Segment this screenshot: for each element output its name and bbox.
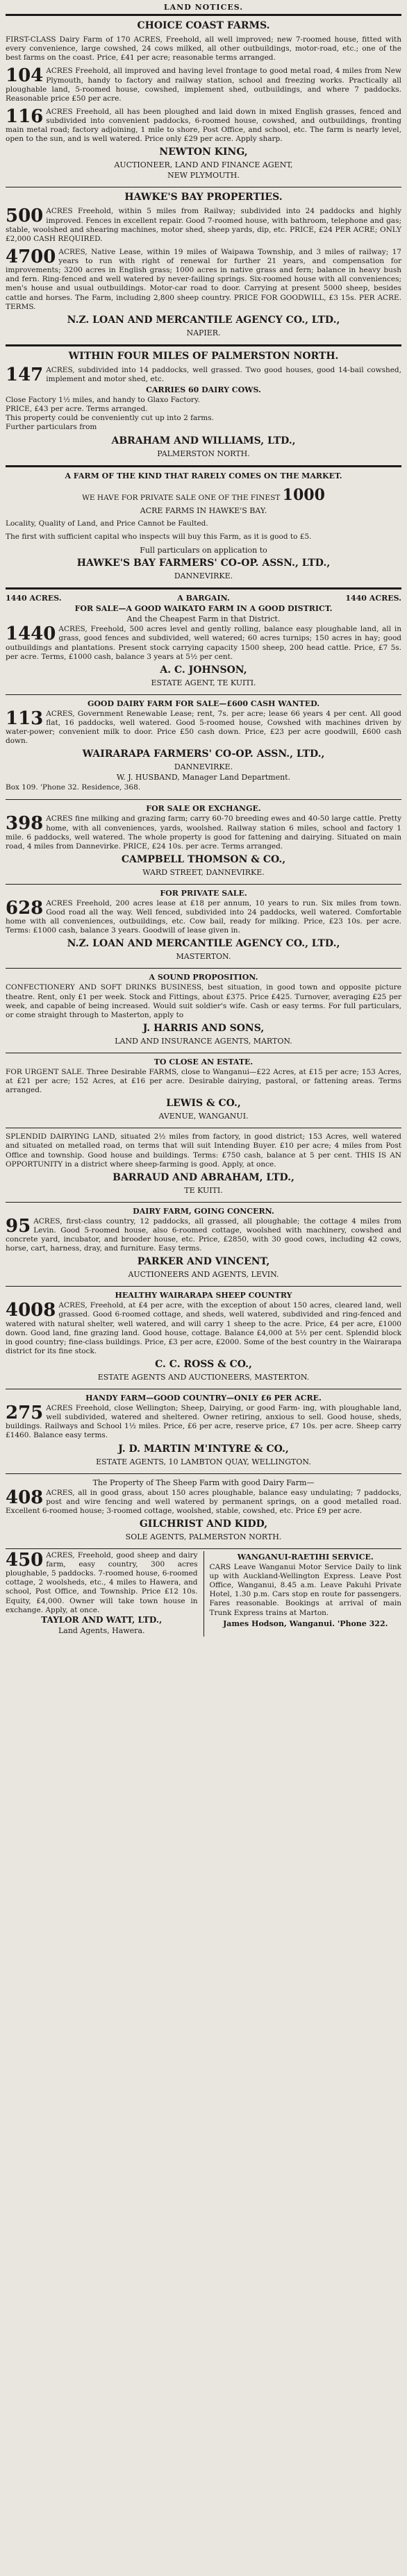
- private-sale-agent-line1: MASTERTON.: [176, 952, 231, 962]
- palmerston-price: PRICE, £43 per acre. Terms arranged.: [6, 405, 148, 414]
- handy-farm-agent-name: J. D. MARTIN M'INTYRE & CO.,: [118, 1443, 289, 1455]
- close-estate-title: TO CLOSE AN ESTATE.: [153, 1057, 254, 1067]
- hawkes-listing-1-num: 500: [6, 206, 44, 227]
- sound-section: [6, 973, 401, 1046]
- sound-agent-line1: LAND AND INSURANCE AGENTS, MARTON.: [115, 1036, 292, 1046]
- sheep-farm-text: ACRES, all in good grass, about 150 acres ploughable, balance easy undulating; 7 paddocks, post and wire fencing and well watered by permanent springs, on a good metalled road. Excellent 6-roomed house; 3-roomed cottage, woolshed, stable, cowshed, etc. Price £9 per acre.: [6, 1488, 401, 1515]
- handy-farm-text: ACRES Freehold, close Wellington; Sheep, Dairying, or good Farm- ing, with ploughable land, well subdivided, watered and sheltered. Owner retiring, anxious to sell. Good house, sheds, buildings. Railways and School 1½ miles. Price, £6 per acre, reserve price, £7 10s. per acre. Sheep carry £1460. Balance easy terms.: [6, 1404, 401, 1440]
- dairy-good-section: [6, 699, 401, 793]
- dairy-going-agent-name: PARKER AND VINCENT,: [137, 1256, 270, 1268]
- bottom-left-num: 450: [6, 1549, 44, 1571]
- divider: [6, 1202, 401, 1203]
- palmerston-text: ACRES, subdivided into 14 paddocks, well grassed. Two good houses, good 14-bail cowshed, implement and motor shed, etc.: [46, 365, 401, 383]
- handy-farm-listing: [6, 1404, 401, 1441]
- coast-listing-1-text: FIRST-CLASS Dairy Farm of 170 ACRES, Freehold, all well improved; new 7-roomed house, fitted with every convenience, large cowshed, 24 cows milked, all other outbuildings, motor-road, etc.; one of the best farms on the coast. Price, £41 per acre; reasonable terms arranged.: [6, 35, 401, 62]
- bargain-num: 1440: [6, 624, 56, 645]
- bottom-right-agent-name: James Hodson, Wanganui. 'Phone 322.: [223, 1619, 388, 1628]
- coast-listing-3-text: ACRES Freehold, all has been ploughed and laid down in mixed English grasses, fenced and subdivided into convenient paddocks, 6-roomed house, cowshed, and outbuildings, fronting main metal road; factory adjoining, 1 mile to shore, Post Office, and school, etc. The farm is nearly level, open to the sun, and is well watered. Price only £29 per acre. Apply sharp.: [6, 107, 401, 144]
- exchange-title: FOR SALE OR EXCHANGE.: [146, 804, 261, 814]
- dairy-good-listing: [6, 710, 401, 746]
- healthy-text: ACRES, Freehold, at £4 per acre, with the exception of about 150 acres, cleared land, well grassed. Good 6-roomed cottage, and sheds, well watered, subdivided and ring-fenced and watered with natural shelter, well watered, and will carry 1 sheep to the acre. Price, £4 per acre, £1000 down. Good land, fine grazing land. Good house, cottage. Balance £4,000 at 5½ per cent. Splendid block in good country; fine-class buildings. Price, £3 per acre, £2000. Some of the best country in the Wairarapa district for its fine stock.: [6, 1301, 401, 1355]
- healthy-section: [6, 1291, 401, 1382]
- sound-text: CONFECTIONERY AND SOFT DRINKS BUSINESS, best situation, in good town and opposite picture theatre. Rent, only £1 per week. Stock and Fittings, about £375. Price £425. Turnover, averaging £25 per week, and capable of being increased. Would suit soldier's wife. Cash or easy terms. For full particulars, or come straight through to Masterton, apply to: [6, 983, 401, 1019]
- divider: [6, 14, 401, 16]
- hawkes-bay-section: [6, 192, 401, 337]
- dairy-going-num: 95: [6, 1215, 31, 1237]
- coast-listing-2-text: ACRES Freehold, all improved and having level frontage to good metal road, 4 miles from New Plymouth, handy to factory and railway station, school and freezing works. Practically all ploughable land, 5-roomed house, cowshed, implement shed, outbuildings, and where 7 paddocks. Reasonable price £50 per acre.: [6, 67, 401, 103]
- coast-listing-3-num: 116: [6, 106, 44, 127]
- private-sale-text: ACRES Freehold, 200 acres lease at £18 per annum, 10 years to run. Six miles from town. Good road all the way. Well fenced, subdivided into 24 paddocks, well watered. Comfortable home with all conveniences, outbuildings, etc. Cow bail, ready for milking. Price, £23 10s. per acre. Terms: £1000 cash, balance 3 years. Goodwill of lease given in.: [6, 898, 401, 935]
- rarely-agent-name: HAWKE'S BAY FARMERS' CO-OP. ASSN., LTD.,: [76, 558, 331, 569]
- rarely-intro: [6, 486, 401, 505]
- hawkes-listing-1: [6, 207, 401, 244]
- healthy-agent-name: C. C. ROSS & CO.,: [155, 1359, 252, 1370]
- divider: [6, 884, 401, 885]
- dairy-going-agent-line1: AUCTIONEERS AND AGENTS, LEVIN.: [128, 1270, 279, 1280]
- private-sale-section: [6, 889, 401, 962]
- bottom-left-ad: [6, 1551, 198, 1637]
- coast-agent-line2: NEW PLYMOUTH.: [167, 171, 240, 181]
- hawkes-agent-name: N.Z. LOAN AND MERCANTILE AGENCY CO., LTD.,: [67, 314, 340, 326]
- splendid-text: SPLENDID DAIRYING LAND, situated 2½ miles from factory, in good district; 153 Acres, well watered and situated on metalled road, on terms that will suit Intending Buyer. £10 per acre; 4 miles from Post Office and township. Good house and buildings. Terms: £750 cash, balance at 5 per cent. THIS IS AN OPPORTUNITY in a district where sheep-farming is good. Apply, at once.: [6, 1132, 401, 1169]
- close-estate-text: FOR URGENT SALE. Three Desirable FARMS, close to Wanganui—£22 Acres, at £15 per acre; 153 Acres, at £21 per acre; 152 Acres, at £16 per acre. Desirable dairying, pastoral, or fattening areas. Terms arranged.: [6, 1067, 401, 1095]
- exchange-agent-name: CAMPBELL THOMSON & CO.,: [121, 853, 286, 865]
- palmerston-detail: Close Factory 1½ miles, and handy to Glaxo Factory.: [6, 396, 200, 404]
- exchange-text: ACRES fine milking and grazing farm; carry 60-70 breeding ewes and 40-50 large cattle. Pretty home, with all conveniences, yards, woolshed. Railway station 6 miles, school and factory 1 mile. 6 paddocks, well watered. The whole property is good for fattening and dairying. Situated on main road, 4 miles from Dannevirke. PRICE, £24 10s. per acre. Terms arranged.: [6, 814, 401, 851]
- private-sale-agent-name: N.Z. LOAN AND MERCANTILE AGENCY CO., LTD.,: [67, 938, 340, 950]
- bottom-left-agent-line1: Land Agents, Hawera.: [58, 1625, 145, 1635]
- healthy-listing: [6, 1301, 401, 1356]
- divider: [6, 1286, 401, 1287]
- handy-farm-section: [6, 1394, 401, 1466]
- sheep-farm-agent-name: GILCHRIST AND KIDD,: [139, 1518, 268, 1530]
- hawkes-listing-2: [6, 248, 401, 312]
- divider: [6, 799, 401, 800]
- coast-listing-2: [6, 67, 401, 103]
- exchange-agent-line1: WARD STREET, DANNEVIRKE.: [142, 867, 265, 877]
- bottom-right-title: WANGANUI-RAETIHI SERVICE.: [237, 1552, 374, 1562]
- sound-title: A SOUND PROPOSITION.: [149, 973, 258, 982]
- coast-farms-section: [6, 20, 401, 180]
- hawkes-listing-2-text: ACRES, Native Lease, within 19 miles of Waipawa Township, and 3 miles of railway; 17 years to run with right of renewal for further 21 years, and compensation for improvements; 3200 acres in English grass; 1000 acres in native grass and fern; balance in heavy bush and fern. Ring-fenced and well watered by never-failing springs. Six-roomed house with all conveniences; men's house and usual outbuildings. Motor-car road to door. Carrying at present 5000 sheep, besides cattle and horses. The Farm, including 2,800 sheep country. PRICE FOR GOODWILL, £3 15s. PER ACRE. TERMS.: [6, 247, 401, 311]
- dairy-good-text: ACRES, Government Renewable Lease; rent, 7s. per acre; lease 66 years 4 per cent. All good flat, 16 paddocks, well watered. Good 5-roomed house, Cowshed with machines driven by water-power; convenient milk to door. Price £50 cash down. Price, £23 per acre goodwill, £600 cash down.: [6, 709, 401, 746]
- rarely-l2: The first with sufficient capital who inspects will buy this Farm, as it is good to £5.: [6, 533, 312, 542]
- close-estate-agent-line1: AVENUE, WANGANUI.: [158, 1112, 249, 1121]
- dairy-going-listing: [6, 1217, 401, 1254]
- sheep-farm-section: [6, 1478, 401, 1541]
- divider: [6, 587, 401, 589]
- sheep-farm-listing: [6, 1489, 401, 1516]
- palmerston-section: [6, 351, 401, 458]
- palmerston-note1: This property could be conveniently cut up into 2 farms.: [6, 414, 214, 423]
- coast-listing-3: [6, 108, 401, 144]
- sheep-farm-agent-line1: SOLE AGENTS, PALMERSTON NORTH.: [125, 1532, 282, 1541]
- palmerston-note2: Further particulars from: [6, 423, 97, 432]
- coast-agent-line1: AUCTIONEER, LAND AND FINANCE AGENT,: [114, 160, 293, 170]
- bargain-text: ACRES, Freehold, 500 acres level and gently rolling, balance easy ploughable land, all in grass, good fences and subdivided, well watered; 60 acres turnips; 150 acres in hay; good outbuildings and plantations. Present stock carrying capacity 1500 sheep, 200 head cattle. Price, £7 5s. per acre. Terms, £1000 cash, balance 3 years at 5½ per cent.: [6, 625, 401, 661]
- palmerston-num: 147: [6, 364, 44, 385]
- divider: [6, 1548, 401, 1549]
- bargain-agent-name: A. C. JOHNSON,: [160, 664, 247, 676]
- divider: [6, 694, 401, 695]
- splendid-agent-line1: TE KUITI.: [184, 1185, 223, 1195]
- palmerston-agent-line1: PALMERSTON NORTH.: [157, 449, 250, 458]
- handy-farm-num: 275: [6, 1403, 44, 1423]
- handy-farm-title: HANDY FARM—GOOD COUNTRY—ONLY £6 PER ACRE.: [85, 1394, 322, 1403]
- sheep-farm-num: 408: [6, 1487, 44, 1508]
- bargain-section: [6, 594, 401, 687]
- palmerston-listing: [6, 366, 401, 384]
- private-sale-listing: [6, 899, 401, 936]
- bargain-mid: A BARGAIN.: [177, 594, 230, 603]
- rarely-l1: Locality, Quality of Land, and Price Cannot be Faulted.: [6, 519, 208, 528]
- splendid-agent-name: BARRAUD AND ABRAHAM, LTD.,: [113, 1171, 294, 1183]
- palmerston-agent-name: ABRAHAM AND WILLIAMS, LTD.,: [111, 435, 296, 446]
- dairy-good-num: 113: [6, 708, 44, 729]
- rarely-intro2: ACRE FARMS IN HAWKE'S BAY.: [140, 506, 267, 515]
- healthy-num: 4008: [6, 1300, 56, 1321]
- dairy-good-box: Box 109. 'Phone 32. Residence, 368.: [6, 783, 141, 792]
- rarely-big-number: 1000: [282, 485, 325, 504]
- bargain-agent-line1: ESTATE AGENT, TE KUITI.: [151, 678, 256, 687]
- private-sale-num: 628: [6, 897, 44, 919]
- page-header-title: LAND NOTICES.: [163, 3, 244, 12]
- rarely-intro-text: WE HAVE FOR PRIVATE SALE ONE OF THE FINEST: [82, 493, 281, 502]
- bargain-left: 1440 ACRES.: [6, 594, 62, 603]
- bottom-right-text: CARS Leave Wanganui Motor Service Daily to link up with Auckland-Wellington Express. Leave Post Office, Wanganui, 8.45 a.m. Leave Pakuhi Private Hotel, 1.30 p.m. Cars stop en route for passengers. Fares reasonable. Bookings at arrival of main Trunk Express trains at Marton.: [209, 1562, 401, 1617]
- dairy-good-agent-line1: DANNEVIRKE.: [174, 762, 233, 772]
- hawkes-bay-title: HAWKE'S BAY PROPERTIES.: [124, 192, 283, 203]
- splendid-section: [6, 1132, 401, 1195]
- rarely-section: [6, 471, 401, 581]
- bargain-header-row: [6, 594, 401, 603]
- exchange-section: [6, 804, 401, 877]
- divider: [6, 465, 401, 467]
- bargain-title: FOR SALE—A GOOD WAIKATO FARM IN A GOOD DISTRICT.: [74, 604, 333, 614]
- sheep-farm-title: The Property of The Sheep Farm with good Dairy Farm—: [92, 1478, 315, 1487]
- dairy-good-agent-line2: W. J. HUSBAND, Manager Land Department.: [116, 773, 291, 783]
- palmerston-carries: CARRIES 60 DAIRY COWS.: [146, 385, 261, 394]
- divider: [6, 344, 401, 346]
- hawkes-agent-line1: NAPIER.: [186, 328, 221, 337]
- bottom-two-column: [6, 1551, 401, 1637]
- coast-agent-name: NEWTON KING,: [159, 147, 248, 158]
- dairy-going-text: ACRES, first-class country, 12 paddocks, all grassed, all ploughable; the cottage 4 miles from Levin. Good 5-roomed house, also 6-roomed cottage, woolshed with machinery, cowshed and concrete yard, incubator, and brooder house, etc. Price, £2850, with 30 good cows, including 42 cows, horse, cart, harness, dray, and furniture. Easy terms.: [6, 1216, 401, 1253]
- dairy-good-agent-name: WAIRARAPA FARMERS' CO-OP. ASSN., LTD.,: [82, 748, 325, 760]
- coast-listing-2-num: 104: [6, 65, 44, 87]
- close-estate-section: [6, 1057, 401, 1121]
- private-sale-title: FOR PRIVATE SALE.: [160, 888, 247, 898]
- hawkes-listing-2-num: 4700: [6, 246, 56, 267]
- divider: [6, 968, 401, 969]
- dairy-going-section: [6, 1207, 401, 1280]
- bargain-sub: And the Cheapest Farm in that District.: [126, 614, 281, 624]
- sound-agent-name: J. HARRIS AND SONS,: [142, 1022, 265, 1034]
- coast-farms-title: CHOICE COAST FARMS.: [137, 20, 270, 31]
- divider: [6, 1473, 401, 1474]
- handy-farm-agent-line1: ESTATE AGENTS, 10 LAMBTON QUAY, WELLINGTON.: [96, 1457, 311, 1466]
- healthy-agent-line1: ESTATE AGENTS AND AUCTIONEERS, MASTERTON.: [97, 1373, 310, 1382]
- healthy-title: HEALTHY WAIRARAPA SHEEP COUNTRY: [115, 1291, 292, 1300]
- bargain-right: 1440 ACRES.: [345, 594, 401, 603]
- exchange-listing: [6, 814, 401, 851]
- bottom-left-text: ACRES, Freehold, good sheep and dairy farm, easy country, 300 acres ploughable, 5 paddocks. 7-roomed house, 6-roomed cottage, 2 woolsheds, etc., 4 miles to Hawera, and school, Post Office, and Township. Price £12 10s. Equity, £4,000. Owner will take town house in exchange. Apply, at once.: [6, 1550, 198, 1614]
- rarely-title: A FARM OF THE KIND THAT RARELY COMES ON THE MARKET.: [65, 471, 342, 480]
- hawkes-listing-1-text: ACRES Freehold, within 5 miles from Railway; subdivided into 24 paddocks and highly improved. Fences in excellent repair. Good 7-roomed house, with bathroom, telephone and gas; stable, woolshed and shearing machines, motor shed, sheep yards, dip, etc. PRICE, £24 PER ACRE; ONLY £2,000 CASH REQUIRED.: [6, 207, 401, 243]
- coast-listing-1: [6, 35, 401, 62]
- palmerston-title: WITHIN FOUR MILES OF PALMERSTON NORTH.: [68, 350, 339, 362]
- dairy-good-title: GOOD DAIRY FARM FOR SALE—£600 CASH WANTED.: [87, 699, 320, 708]
- close-estate-agent-name: LEWIS & CO.,: [166, 1098, 241, 1110]
- bottom-left-agent-name: TAYLOR AND WATT, LTD.,: [41, 1614, 163, 1625]
- rarely-l3: Full particulars on application to: [140, 546, 267, 555]
- bargain-listing: [6, 625, 401, 662]
- bottom-left-listing: [6, 1551, 198, 1615]
- dairy-going-title: DAIRY FARM, GOING CONCERN.: [133, 1206, 274, 1216]
- bottom-right-ad: [204, 1551, 402, 1637]
- exchange-num: 398: [6, 813, 44, 835]
- rarely-agent-line1: DANNEVIRKE.: [174, 571, 233, 581]
